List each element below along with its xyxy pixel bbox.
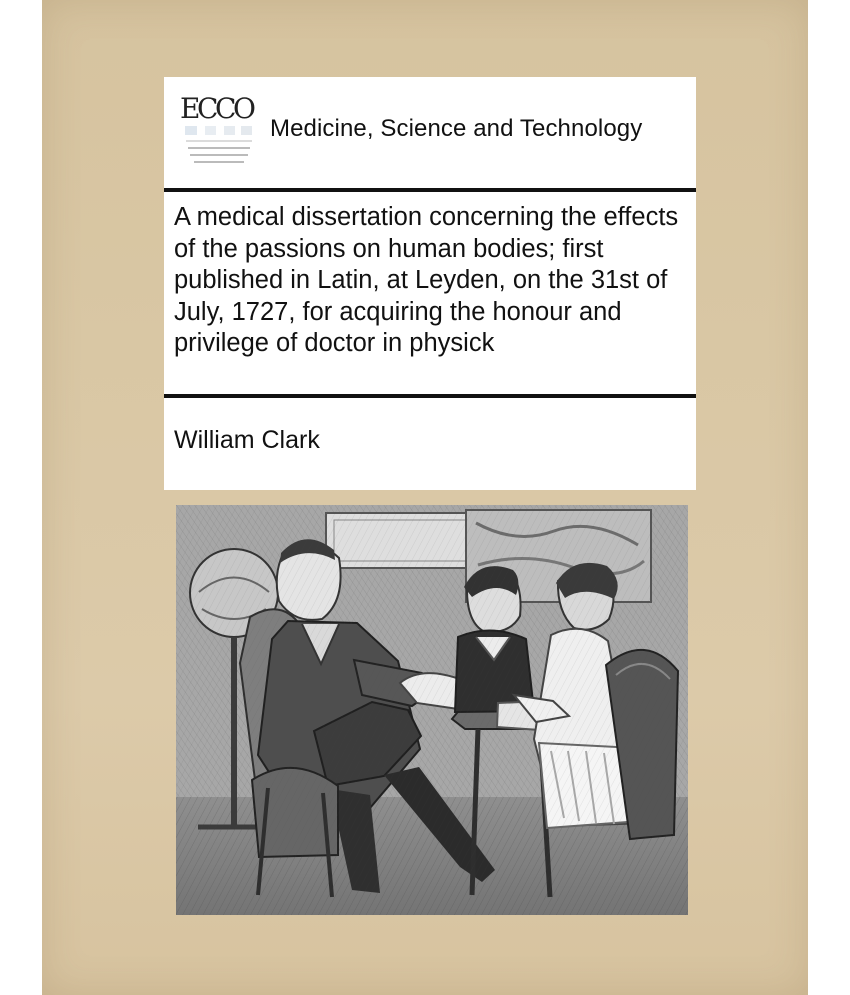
series-header — [164, 77, 696, 188]
cover-illustration — [176, 505, 688, 915]
svg-text:C: C — [215, 92, 237, 125]
title-panel — [164, 188, 696, 398]
series-title: Medicine, Science and Technology — [270, 115, 643, 142]
author-name: William Clark — [174, 426, 320, 454]
engraving-reading-scene-icon — [176, 505, 688, 915]
ecco-logo-icon — [180, 91, 258, 175]
svg-text:O: O — [233, 92, 256, 125]
svg-text:E: E — [180, 92, 201, 125]
author-panel — [164, 398, 696, 490]
svg-text:C: C — [197, 92, 219, 125]
book-title: A medical dissertation concerning the effects of the passions on human bodies; first published in Latin, at Leyden, on the 31st of July, 1727, for acquiring the honour and privilege of doctor in physick — [174, 203, 679, 357]
